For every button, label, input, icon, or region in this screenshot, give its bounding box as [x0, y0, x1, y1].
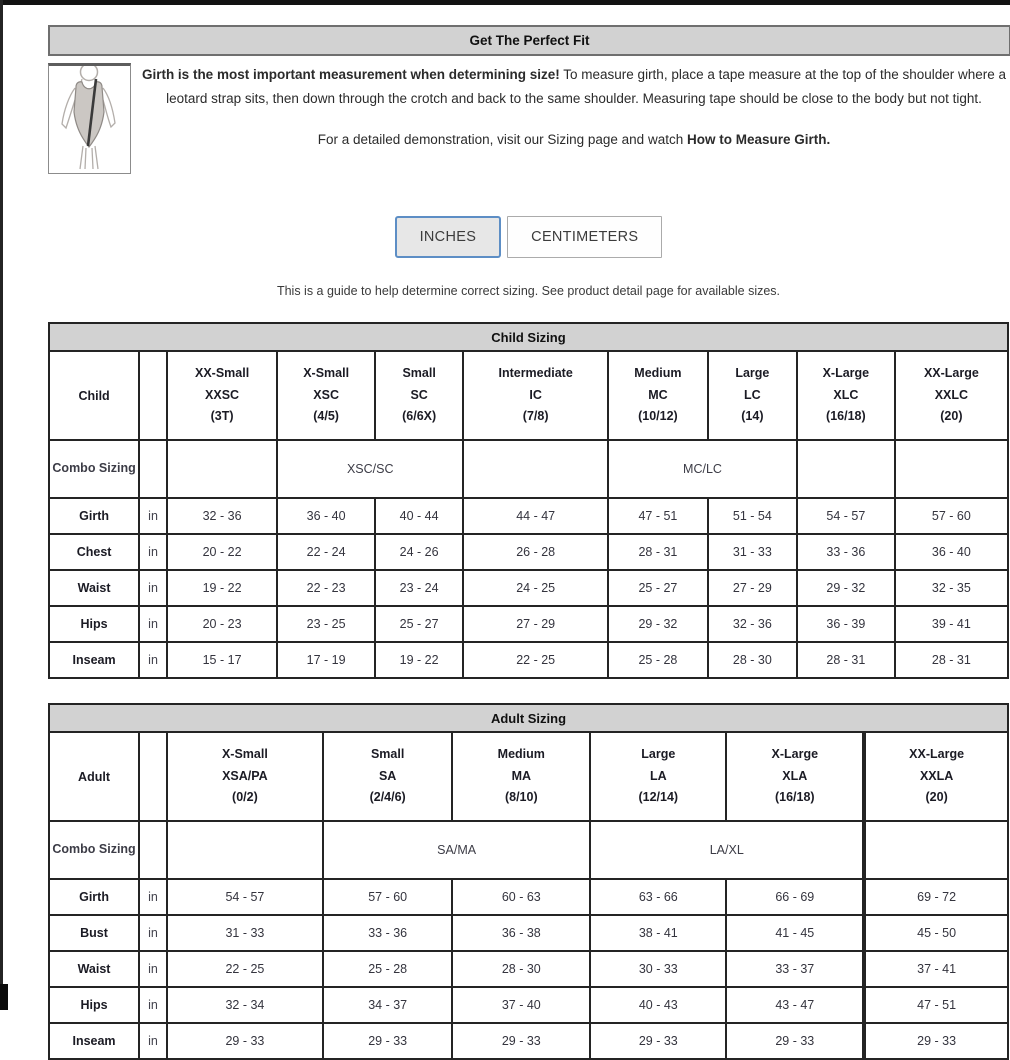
- size-header-line: Small: [370, 747, 405, 762]
- measurement-row: [49, 570, 1008, 606]
- measurement-label: Hips: [49, 987, 139, 1023]
- table-header-row: [49, 732, 1008, 821]
- value-cell: 25 - 27: [608, 570, 708, 606]
- value-cell: 60 - 63: [452, 879, 590, 915]
- value-cell: 30 - 33: [590, 951, 726, 987]
- value-cell: 31 - 33: [708, 534, 797, 570]
- size-header-line: LA: [649, 768, 667, 783]
- size-header-line: XX-Large: [909, 747, 965, 762]
- value-cell: 57 - 60: [895, 498, 1008, 534]
- value-cell: 40 - 44: [375, 498, 463, 534]
- value-cell: 22 - 23: [277, 570, 375, 606]
- measurement-row: [49, 642, 1008, 678]
- value-cell: 29 - 33: [323, 1023, 452, 1059]
- value-cell: 25 - 28: [608, 642, 708, 678]
- value-cell: 24 - 26: [375, 534, 463, 570]
- measurement-label: Chest: [49, 534, 139, 570]
- value-cell: 41 - 45: [726, 915, 864, 951]
- measurement-label: Inseam: [49, 1023, 139, 1059]
- page-top-border: [0, 0, 1010, 5]
- size-header-line: (6/6X): [402, 409, 437, 424]
- size-column-header: [452, 732, 590, 821]
- size-column-header: [895, 351, 1008, 440]
- measurement-row: [49, 915, 1008, 951]
- value-cell: 43 - 47: [726, 987, 864, 1023]
- unit-cell: in: [139, 987, 167, 1023]
- unit-cell: in: [139, 1023, 167, 1059]
- size-header-line: (0/2): [232, 790, 258, 805]
- value-cell: 28 - 31: [895, 642, 1008, 678]
- size-header-line: XXLC: [934, 387, 969, 402]
- combo-cell: MC/LC: [608, 440, 797, 498]
- size-column-header: [590, 732, 726, 821]
- leotard-girth-diagram: [49, 66, 130, 171]
- value-cell: 23 - 24: [375, 570, 463, 606]
- girth-instructions: [139, 63, 1009, 111]
- unit-cell: in: [139, 951, 167, 987]
- size-header-line: XX-Small: [194, 366, 250, 381]
- value-cell: 40 - 43: [590, 987, 726, 1023]
- value-cell: 27 - 29: [463, 606, 608, 642]
- unit-cell: in: [139, 534, 167, 570]
- value-cell: 36 - 40: [277, 498, 375, 534]
- value-cell: 63 - 66: [590, 879, 726, 915]
- demo-instructions-text: For a detailed demonstration, visit our Sizing page and watch: [317, 132, 687, 148]
- size-header-line: (16/18): [826, 409, 866, 424]
- value-cell: 32 - 34: [167, 987, 323, 1023]
- size-column-header: [167, 351, 277, 440]
- unit-cell: in: [139, 915, 167, 951]
- value-cell: 66 - 69: [726, 879, 864, 915]
- size-header-line: XXLA: [919, 768, 954, 783]
- measurement-row: [49, 498, 1008, 534]
- size-header-line: SA: [378, 768, 397, 783]
- value-cell: 29 - 33: [864, 1023, 1008, 1059]
- value-cell: 47 - 51: [608, 498, 708, 534]
- size-column-header: [797, 351, 895, 440]
- size-header-line: (12/14): [638, 790, 679, 805]
- value-cell: 34 - 37: [323, 987, 452, 1023]
- table-corner-label: Adult: [49, 732, 139, 821]
- value-cell: 36 - 38: [452, 915, 590, 951]
- value-cell: 45 - 50: [864, 915, 1008, 951]
- size-column-header: [167, 732, 323, 821]
- value-cell: 19 - 22: [375, 642, 463, 678]
- value-cell: 47 - 51: [864, 987, 1008, 1023]
- value-cell: 29 - 33: [726, 1023, 864, 1059]
- value-cell: 19 - 22: [167, 570, 277, 606]
- combo-cell: XSC/SC: [277, 440, 463, 498]
- size-header-line: (7/8): [522, 409, 549, 424]
- combo-unit-cell: [139, 821, 167, 879]
- value-cell: 37 - 41: [864, 951, 1008, 987]
- adult-table: [48, 703, 1009, 1060]
- value-cell: 15 - 17: [167, 642, 277, 678]
- unit-cell: in: [139, 498, 167, 534]
- size-header-line: (20): [940, 409, 963, 424]
- value-cell: 37 - 40: [452, 987, 590, 1023]
- size-header-line: (14): [741, 409, 764, 424]
- table-title: Adult Sizing: [49, 704, 1008, 732]
- inches-button[interactable]: INCHES: [395, 216, 502, 258]
- value-cell: 51 - 54: [708, 498, 797, 534]
- value-cell: 28 - 31: [608, 534, 708, 570]
- combo-empty-cell: [895, 440, 1008, 498]
- page-corner-mark: [0, 984, 8, 1010]
- measurement-row: [49, 951, 1008, 987]
- measurement-label: Hips: [49, 606, 139, 642]
- combo-row-label: Combo Sizing: [49, 821, 139, 879]
- size-header-line: XLA: [782, 768, 808, 783]
- size-header-line: (2/4/6): [369, 790, 406, 805]
- size-header-line: XSA/PA: [222, 768, 268, 783]
- value-cell: 24 - 25: [463, 570, 608, 606]
- page-title: Get The Perfect Fit: [48, 25, 1010, 56]
- value-cell: 36 - 40: [895, 534, 1008, 570]
- value-cell: 29 - 32: [608, 606, 708, 642]
- girth-instructions-bold: Girth is the most important measurement when determining size!: [141, 67, 560, 82]
- size-header-line: X-Small: [221, 747, 268, 762]
- value-cell: 36 - 39: [797, 606, 895, 642]
- value-cell: 57 - 60: [323, 879, 452, 915]
- leotard-illustration: [48, 63, 131, 174]
- size-header-line: X-Large: [822, 366, 870, 381]
- size-header-line: (10/12): [638, 409, 678, 424]
- value-cell: 32 - 35: [895, 570, 1008, 606]
- size-header-line: Medium: [634, 366, 682, 381]
- value-cell: 20 - 22: [167, 534, 277, 570]
- demo-instructions-bold: How to Measure Girth.: [686, 132, 831, 148]
- value-cell: 69 - 72: [864, 879, 1008, 915]
- size-header-line: Large: [641, 747, 676, 762]
- value-cell: 38 - 41: [590, 915, 726, 951]
- unit-cell: in: [139, 642, 167, 678]
- size-header-line: XX-Large: [923, 366, 979, 381]
- size-column-header: [726, 732, 864, 821]
- girth-intro-section: [48, 63, 1009, 174]
- centimeters-button[interactable]: CENTIMETERS: [507, 216, 662, 258]
- table-corner-label: Child: [49, 351, 139, 440]
- sizing-guide-page: [48, 25, 1009, 1060]
- size-column-header: [323, 732, 452, 821]
- girth-instructions-rest: To measure girth, place a tape measure at the top of the shoulder where a leotard strap sits, then down through the crotch and back to the same shoulder. Measuring tape should be close to the body but not tight.: [166, 67, 1007, 107]
- value-cell: 26 - 28: [463, 534, 608, 570]
- combo-sizing-row: [49, 440, 1008, 498]
- combo-cell: SA/MA: [323, 821, 590, 879]
- size-header-line: Medium: [497, 747, 545, 762]
- value-cell: 32 - 36: [167, 498, 277, 534]
- value-cell: 54 - 57: [797, 498, 895, 534]
- child-table: [48, 322, 1009, 679]
- value-cell: 33 - 36: [797, 534, 895, 570]
- combo-cell: LA/XL: [590, 821, 864, 879]
- value-cell: 29 - 33: [167, 1023, 323, 1059]
- value-cell: 31 - 33: [167, 915, 323, 951]
- value-cell: 29 - 32: [797, 570, 895, 606]
- unit-cell: in: [139, 570, 167, 606]
- value-cell: 23 - 25: [277, 606, 375, 642]
- table-title-row: [49, 704, 1008, 732]
- size-header-line: (20): [925, 790, 948, 805]
- value-cell: 33 - 36: [323, 915, 452, 951]
- value-cell: 17 - 19: [277, 642, 375, 678]
- girth-intro-text-column: [131, 63, 1009, 174]
- measurement-label: Waist: [49, 951, 139, 987]
- value-cell: 22 - 24: [277, 534, 375, 570]
- unit-column-header: [139, 732, 167, 821]
- size-column-header: [375, 351, 463, 440]
- value-cell: 29 - 33: [452, 1023, 590, 1059]
- size-header-line: MA: [511, 768, 532, 783]
- size-header-line: Small: [402, 366, 436, 381]
- combo-unit-cell: [139, 440, 167, 498]
- value-cell: 39 - 41: [895, 606, 1008, 642]
- size-column-header: [708, 351, 797, 440]
- combo-sizing-row: [49, 821, 1008, 879]
- unit-toggle: [48, 216, 1009, 258]
- table-title: Child Sizing: [49, 323, 1008, 351]
- size-column-header: [608, 351, 708, 440]
- measurement-label: Girth: [49, 879, 139, 915]
- unit-cell: in: [139, 606, 167, 642]
- value-cell: 27 - 29: [708, 570, 797, 606]
- size-header-line: IC: [529, 387, 542, 402]
- combo-row-label: Combo Sizing: [49, 440, 139, 498]
- page-left-border: [0, 0, 3, 1010]
- size-column-header: [864, 732, 1008, 821]
- size-header-line: (3T): [210, 409, 234, 424]
- combo-empty-cell: [797, 440, 895, 498]
- combo-empty-cell: [864, 821, 1008, 879]
- value-cell: 25 - 27: [375, 606, 463, 642]
- measurement-label: Waist: [49, 570, 139, 606]
- adult-sizing-table-container: [48, 703, 1009, 1060]
- value-cell: 22 - 25: [167, 951, 323, 987]
- child-sizing-table-container: [48, 322, 1009, 679]
- size-header-line: X-Large: [771, 747, 819, 762]
- unit-cell: in: [139, 879, 167, 915]
- value-cell: 32 - 36: [708, 606, 797, 642]
- value-cell: 29 - 33: [590, 1023, 726, 1059]
- measurement-label: Inseam: [49, 642, 139, 678]
- value-cell: 33 - 37: [726, 951, 864, 987]
- value-cell: 28 - 30: [708, 642, 797, 678]
- value-cell: 22 - 25: [463, 642, 608, 678]
- size-header-line: LC: [744, 387, 761, 402]
- size-header-line: Large: [735, 366, 770, 381]
- size-header-line: Intermediate: [498, 366, 573, 381]
- size-header-line: SC: [410, 387, 428, 402]
- size-header-line: XXSC: [205, 387, 240, 402]
- size-header-line: (8/10): [504, 790, 538, 805]
- value-cell: 25 - 28: [323, 951, 452, 987]
- value-cell: 44 - 47: [463, 498, 608, 534]
- measurement-label: Girth: [49, 498, 139, 534]
- size-header-line: XLC: [833, 387, 859, 402]
- measurement-label: Bust: [49, 915, 139, 951]
- measurement-row: [49, 534, 1008, 570]
- size-column-header: [463, 351, 608, 440]
- combo-empty-cell: [167, 440, 277, 498]
- size-header-line: XSC: [313, 387, 339, 402]
- value-cell: 20 - 23: [167, 606, 277, 642]
- size-header-line: (16/18): [774, 790, 815, 805]
- value-cell: 28 - 30: [452, 951, 590, 987]
- size-header-line: X-Small: [303, 366, 350, 381]
- value-cell: 54 - 57: [167, 879, 323, 915]
- table-title-row: [49, 323, 1008, 351]
- value-cell: 28 - 31: [797, 642, 895, 678]
- size-header-line: (4/5): [313, 409, 339, 424]
- demo-instructions: [139, 132, 1009, 147]
- size-column-header: [277, 351, 375, 440]
- size-header-line: MC: [648, 387, 668, 402]
- measurement-row: [49, 879, 1008, 915]
- combo-empty-cell: [463, 440, 608, 498]
- measurement-row: [49, 987, 1008, 1023]
- measurement-row: [49, 1023, 1008, 1059]
- combo-empty-cell: [167, 821, 323, 879]
- table-header-row: [49, 351, 1008, 440]
- sizing-guide-note: This is a guide to help determine correct sizing. See product detail page for available sizes.: [276, 284, 781, 298]
- unit-column-header: [139, 351, 167, 440]
- measurement-row: [49, 606, 1008, 642]
